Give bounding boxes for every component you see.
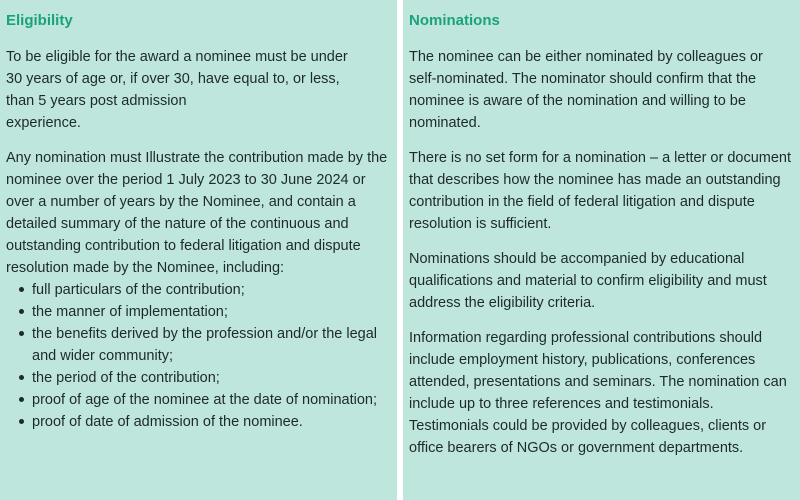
list-item: full particulars of the contribution; [6, 279, 391, 301]
list-item: the period of the contribution; [6, 367, 391, 389]
eligibility-paragraph-1 [6, 46, 391, 134]
eligibility-p1-line-1: To be eligible for the award a nominee must be under [6, 49, 348, 65]
list-item: proof of age of the nominee at the date of nomination; [6, 389, 391, 411]
list-item: the benefits derived by the profession and/or the legal and wider community; [6, 323, 391, 367]
nominations-panel [403, 0, 800, 500]
list-item: the manner of implementation; [6, 301, 391, 323]
eligibility-title: Eligibility [6, 12, 73, 29]
eligibility-p1-line-4: experience. [6, 115, 81, 131]
nominations-title: Nominations [409, 12, 500, 29]
nominations-paragraph: Nominations should be accompanied by educational qualifications and material to confirm eligibility and must address the eligibility criteria. [409, 251, 767, 311]
eligibility-panel [0, 0, 397, 500]
eligibility-paragraph-2: Any nomination must Illustrate the contribution made by the nominee over the period 1 July 2023 to 30 June 2024 or over a number of years by the Nominee, and contain a detailed summary of the nature of the continuous and outstanding contribution to federal litigation and dispute resolution made by the Nominee, including: [6, 150, 388, 276]
nominations-paragraph: The nominee can be either nominated by colleagues or self-nominated. The nominator should confirm that the nominee is aware of the nomination and willing to be nominated. [409, 49, 763, 131]
list-item: proof of date of admission of the nominee. [6, 411, 391, 433]
eligibility-p1-line-3: than 5 years post admission [6, 93, 187, 109]
nominations-paragraph: Information regarding professional contributions should include employment history, publications, conferences attended, presentations and seminars. The nomination can include up to three references and testimonials. Testimonials could be provided by colleagues, clients or office bearers of NGOs or government departments. [409, 330, 787, 456]
eligibility-criteria-list [6, 279, 391, 433]
nominations-paragraph: There is no set form for a nomination – a letter or document that describes how the nominee has made an outstanding contribution in the field of federal litigation and dispute resolution is sufficient. [409, 150, 792, 232]
eligibility-p1-line-2: 30 years of age or, if over 30, have equal to, or less, [6, 71, 340, 87]
